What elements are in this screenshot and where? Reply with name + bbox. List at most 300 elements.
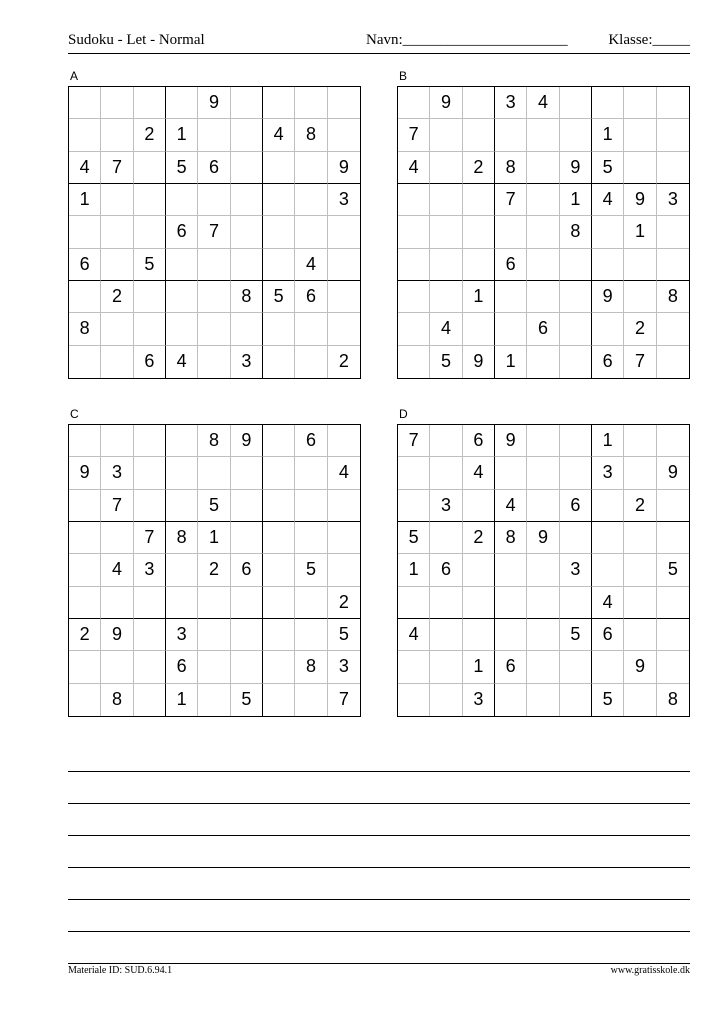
sudoku-cell[interactable] xyxy=(101,184,133,216)
sudoku-cell[interactable] xyxy=(495,684,527,716)
sudoku-cell[interactable]: 1 xyxy=(592,119,624,151)
sudoku-cell[interactable] xyxy=(495,216,527,248)
sudoku-cell[interactable]: 1 xyxy=(166,684,198,716)
sudoku-cell[interactable] xyxy=(592,490,624,522)
sudoku-cell[interactable] xyxy=(624,152,656,184)
sudoku-cell[interactable] xyxy=(295,87,327,119)
sudoku-cell[interactable] xyxy=(231,216,263,248)
sudoku-cell[interactable] xyxy=(198,313,230,345)
sudoku-cell[interactable]: 2 xyxy=(198,554,230,586)
sudoku-cell[interactable] xyxy=(328,281,360,313)
sudoku-cell[interactable]: 7 xyxy=(198,216,230,248)
sudoku-cell[interactable]: 6 xyxy=(231,554,263,586)
sudoku-cell[interactable]: 9 xyxy=(527,522,559,554)
sudoku-cell[interactable] xyxy=(263,684,295,716)
sudoku-cell[interactable] xyxy=(295,490,327,522)
sudoku-cell[interactable]: 5 xyxy=(198,490,230,522)
sudoku-cell[interactable] xyxy=(69,651,101,683)
sudoku-cell[interactable] xyxy=(398,281,430,313)
sudoku-cell[interactable] xyxy=(398,313,430,345)
sudoku-cell[interactable] xyxy=(657,152,689,184)
sudoku-cell[interactable]: 3 xyxy=(495,87,527,119)
sudoku-cell[interactable]: 5 xyxy=(430,346,462,378)
sudoku-cell[interactable]: 8 xyxy=(560,216,592,248)
sudoku-cell[interactable]: 5 xyxy=(166,152,198,184)
sudoku-cell[interactable] xyxy=(560,346,592,378)
sudoku-cell[interactable] xyxy=(657,119,689,151)
sudoku-cell[interactable] xyxy=(101,87,133,119)
sudoku-cell[interactable]: 9 xyxy=(657,457,689,489)
sudoku-cell[interactable] xyxy=(624,457,656,489)
sudoku-cell[interactable] xyxy=(198,684,230,716)
sudoku-cell[interactable] xyxy=(398,457,430,489)
sudoku-cell[interactable] xyxy=(398,216,430,248)
sudoku-cell[interactable] xyxy=(398,346,430,378)
sudoku-cell[interactable]: 6 xyxy=(134,346,166,378)
sudoku-cell[interactable] xyxy=(657,490,689,522)
sudoku-cell[interactable] xyxy=(263,457,295,489)
sudoku-cell[interactable]: 9 xyxy=(624,184,656,216)
sudoku-cell[interactable] xyxy=(495,119,527,151)
sudoku-cell[interactable] xyxy=(495,313,527,345)
sudoku-cell[interactable]: 4 xyxy=(295,249,327,281)
sudoku-cell[interactable]: 2 xyxy=(463,522,495,554)
sudoku-cell[interactable] xyxy=(69,587,101,619)
sudoku-cell[interactable]: 3 xyxy=(166,619,198,651)
sudoku-cell[interactable]: 7 xyxy=(495,184,527,216)
sudoku-cell[interactable]: 8 xyxy=(231,281,263,313)
sudoku-cell[interactable] xyxy=(101,425,133,457)
sudoku-cell[interactable]: 6 xyxy=(495,249,527,281)
sudoku-cell[interactable]: 8 xyxy=(101,684,133,716)
sudoku-cell[interactable] xyxy=(495,619,527,651)
sudoku-cell[interactable]: 7 xyxy=(101,490,133,522)
sudoku-cell[interactable] xyxy=(134,425,166,457)
sudoku-cell[interactable] xyxy=(134,281,166,313)
sudoku-cell[interactable]: 2 xyxy=(338,351,349,372)
sudoku-cell[interactable] xyxy=(263,490,295,522)
name-field[interactable]: Navn:______________________ xyxy=(366,32,568,48)
sudoku-cell[interactable]: 8 xyxy=(69,313,101,345)
sudoku-cell[interactable] xyxy=(560,425,592,457)
sudoku-cell[interactable] xyxy=(295,313,327,345)
sudoku-cell[interactable] xyxy=(198,457,230,489)
sudoku-cell[interactable]: 6 xyxy=(295,425,327,457)
sudoku-cell[interactable] xyxy=(560,651,592,683)
sudoku-cell[interactable] xyxy=(166,457,198,489)
sudoku-cell[interactable]: 1 xyxy=(69,184,101,216)
sudoku-cell[interactable] xyxy=(166,425,198,457)
sudoku-cell[interactable]: 5 xyxy=(592,684,624,716)
sudoku-cell[interactable]: 2 xyxy=(624,313,656,345)
sudoku-cell[interactable]: 2 xyxy=(101,281,133,313)
sudoku-cell[interactable]: 3 xyxy=(328,184,360,216)
sudoku-cell[interactable] xyxy=(231,587,263,619)
sudoku-cell[interactable]: 6 xyxy=(166,216,198,248)
sudoku-cell[interactable]: 8 xyxy=(657,281,689,313)
sudoku-cell[interactable] xyxy=(527,249,559,281)
sudoku-cell[interactable] xyxy=(592,522,624,554)
sudoku-cell[interactable]: 7 xyxy=(398,425,430,457)
sudoku-cell[interactable] xyxy=(198,119,230,151)
sudoku-cell[interactable] xyxy=(69,216,101,248)
sudoku-cell[interactable] xyxy=(134,152,166,184)
sudoku-cell[interactable] xyxy=(134,184,166,216)
sudoku-cell[interactable] xyxy=(430,684,462,716)
sudoku-cell[interactable]: 9 xyxy=(198,87,230,119)
sudoku-cell[interactable]: 3 xyxy=(134,554,166,586)
sudoku-cell[interactable]: 6 xyxy=(166,651,198,683)
sudoku-cell[interactable] xyxy=(263,87,295,119)
sudoku-cell[interactable] xyxy=(657,619,689,651)
sudoku-cell[interactable]: 1 xyxy=(463,651,495,683)
sudoku-cell[interactable] xyxy=(166,554,198,586)
sudoku-cell[interactable]: 9 xyxy=(231,425,263,457)
sudoku-cell[interactable] xyxy=(430,587,462,619)
sudoku-cell[interactable] xyxy=(134,87,166,119)
sudoku-cell[interactable] xyxy=(527,684,559,716)
sudoku-cell[interactable] xyxy=(624,522,656,554)
sudoku-cell[interactable] xyxy=(295,184,327,216)
sudoku-cell[interactable] xyxy=(263,346,295,378)
sudoku-cell[interactable] xyxy=(198,651,230,683)
sudoku-cell[interactable]: 6 xyxy=(560,490,592,522)
sudoku-cell[interactable] xyxy=(463,216,495,248)
sudoku-cell[interactable] xyxy=(101,587,133,619)
sudoku-cell[interactable] xyxy=(134,619,166,651)
sudoku-cell[interactable] xyxy=(231,184,263,216)
sudoku-cell[interactable] xyxy=(527,216,559,248)
sudoku-cell[interactable] xyxy=(430,522,462,554)
sudoku-cell[interactable]: 2 xyxy=(134,119,166,151)
sudoku-cell[interactable] xyxy=(69,87,101,119)
sudoku-cell[interactable] xyxy=(398,490,430,522)
sudoku-cell[interactable] xyxy=(101,119,133,151)
sudoku-cell[interactable] xyxy=(527,152,559,184)
sudoku-cell[interactable]: 9 xyxy=(463,346,495,378)
sudoku-cell[interactable] xyxy=(430,619,462,651)
sudoku-cell[interactable] xyxy=(328,87,360,119)
sudoku-cell[interactable] xyxy=(328,216,360,248)
sudoku-cell[interactable]: 8 xyxy=(295,651,327,683)
sudoku-cell[interactable] xyxy=(398,184,430,216)
sudoku-cell[interactable] xyxy=(527,554,559,586)
sudoku-cell[interactable] xyxy=(592,216,624,248)
sudoku-cell[interactable] xyxy=(328,119,360,151)
sudoku-cell[interactable]: 9 xyxy=(560,152,592,184)
sudoku-cell[interactable]: 9 xyxy=(495,425,527,457)
sudoku-cell[interactable] xyxy=(657,216,689,248)
sudoku-cell[interactable] xyxy=(101,249,133,281)
sudoku-cell[interactable] xyxy=(231,152,263,184)
sudoku-cell[interactable]: 5 xyxy=(328,619,360,651)
sudoku-cell[interactable] xyxy=(134,457,166,489)
sudoku-cell[interactable]: 2 xyxy=(328,587,360,619)
sudoku-cell[interactable] xyxy=(430,651,462,683)
sudoku-cell[interactable]: 8 xyxy=(198,425,230,457)
sudoku-cell[interactable]: 9 xyxy=(328,152,360,184)
sudoku-cell[interactable]: 7 xyxy=(624,346,656,378)
sudoku-cell[interactable] xyxy=(263,216,295,248)
sudoku-cell[interactable] xyxy=(624,249,656,281)
sudoku-cell[interactable]: 4 xyxy=(430,313,462,345)
sudoku-cell[interactable]: 1 xyxy=(624,216,656,248)
sudoku-cell[interactable] xyxy=(101,216,133,248)
sudoku-cell[interactable] xyxy=(69,119,101,151)
sudoku-cell[interactable] xyxy=(592,313,624,345)
sudoku-cell[interactable] xyxy=(231,87,263,119)
sudoku-cell[interactable] xyxy=(101,313,133,345)
sudoku-cell[interactable] xyxy=(263,619,295,651)
sudoku-cell[interactable]: 4 xyxy=(527,87,559,119)
sudoku-cell[interactable]: 8 xyxy=(667,689,678,710)
sudoku-cell[interactable] xyxy=(166,313,198,345)
sudoku-cell[interactable]: 1 xyxy=(592,425,624,457)
sudoku-cell[interactable] xyxy=(624,119,656,151)
sudoku-cell[interactable] xyxy=(560,313,592,345)
sudoku-cell[interactable]: 1 xyxy=(560,184,592,216)
sudoku-cell[interactable] xyxy=(560,684,592,716)
sudoku-cell[interactable] xyxy=(430,184,462,216)
sudoku-cell[interactable] xyxy=(166,490,198,522)
sudoku-cell[interactable] xyxy=(527,619,559,651)
sudoku-cell[interactable] xyxy=(231,651,263,683)
sudoku-cell[interactable]: 3 xyxy=(231,346,263,378)
sudoku-cell[interactable]: 9 xyxy=(624,651,656,683)
sudoku-cell[interactable]: 4 xyxy=(398,152,430,184)
sudoku-cell[interactable] xyxy=(398,249,430,281)
sudoku-cell[interactable]: 4 xyxy=(463,457,495,489)
sudoku-cell[interactable] xyxy=(527,457,559,489)
sudoku-cell[interactable]: 1 xyxy=(463,281,495,313)
sudoku-cell[interactable]: 2 xyxy=(624,490,656,522)
sudoku-cell[interactable] xyxy=(527,346,559,378)
sudoku-cell[interactable] xyxy=(657,522,689,554)
sudoku-cell[interactable] xyxy=(198,346,230,378)
sudoku-cell[interactable] xyxy=(101,651,133,683)
sudoku-cell[interactable] xyxy=(295,522,327,554)
sudoku-cell[interactable] xyxy=(198,587,230,619)
sudoku-cell[interactable] xyxy=(198,619,230,651)
sudoku-cell[interactable] xyxy=(463,490,495,522)
sudoku-cell[interactable] xyxy=(263,651,295,683)
sudoku-cell[interactable] xyxy=(328,522,360,554)
sudoku-cell[interactable] xyxy=(430,457,462,489)
sudoku-cell[interactable] xyxy=(166,87,198,119)
sudoku-cell[interactable]: 6 xyxy=(592,619,624,651)
sudoku-cell[interactable] xyxy=(231,522,263,554)
sudoku-cell[interactable] xyxy=(657,249,689,281)
sudoku-cell[interactable] xyxy=(657,425,689,457)
sudoku-cell[interactable] xyxy=(134,313,166,345)
sudoku-cell[interactable]: 2 xyxy=(463,152,495,184)
sudoku-cell[interactable] xyxy=(463,87,495,119)
sudoku-cell[interactable]: 6 xyxy=(495,651,527,683)
sudoku-cell[interactable] xyxy=(463,587,495,619)
sudoku-cell[interactable]: 1 xyxy=(198,522,230,554)
sudoku-cell[interactable]: 9 xyxy=(101,619,133,651)
sudoku-cell[interactable] xyxy=(592,554,624,586)
sudoku-cell[interactable]: 6 xyxy=(198,152,230,184)
sudoku-cell[interactable]: 5 xyxy=(231,684,263,716)
sudoku-cell[interactable]: 6 xyxy=(69,249,101,281)
sudoku-cell[interactable]: 5 xyxy=(263,281,295,313)
sudoku-cell[interactable] xyxy=(560,119,592,151)
sudoku-cell[interactable]: 3 xyxy=(463,684,495,716)
sudoku-cell[interactable] xyxy=(430,152,462,184)
sudoku-cell[interactable] xyxy=(430,119,462,151)
sudoku-cell[interactable]: 3 xyxy=(430,490,462,522)
sudoku-cell[interactable] xyxy=(430,281,462,313)
sudoku-cell[interactable] xyxy=(624,619,656,651)
sudoku-cell[interactable] xyxy=(198,281,230,313)
sudoku-cell[interactable]: 7 xyxy=(101,152,133,184)
sudoku-cell[interactable]: 6 xyxy=(430,554,462,586)
sudoku-cell[interactable] xyxy=(101,346,133,378)
sudoku-cell[interactable] xyxy=(657,651,689,683)
website-link[interactable]: www.gratisskole.dk xyxy=(610,965,690,976)
sudoku-cell[interactable]: 4 xyxy=(166,346,198,378)
sudoku-cell[interactable] xyxy=(166,587,198,619)
sudoku-cell[interactable] xyxy=(101,522,133,554)
sudoku-cell[interactable] xyxy=(398,684,430,716)
sudoku-cell[interactable] xyxy=(463,554,495,586)
sudoku-cell[interactable] xyxy=(624,425,656,457)
sudoku-cell[interactable] xyxy=(231,619,263,651)
sudoku-cell[interactable]: 7 xyxy=(338,689,349,710)
sudoku-cell[interactable] xyxy=(527,490,559,522)
sudoku-cell[interactable] xyxy=(166,184,198,216)
sudoku-cell[interactable]: 1 xyxy=(166,119,198,151)
sudoku-cell[interactable] xyxy=(198,249,230,281)
sudoku-cell[interactable] xyxy=(263,249,295,281)
sudoku-cell[interactable] xyxy=(592,87,624,119)
sudoku-cell[interactable]: 9 xyxy=(592,281,624,313)
sudoku-cell[interactable]: 5 xyxy=(398,522,430,554)
sudoku-cell[interactable] xyxy=(657,346,689,378)
sudoku-cell[interactable] xyxy=(463,119,495,151)
sudoku-cell[interactable]: 4 xyxy=(263,119,295,151)
sudoku-cell[interactable] xyxy=(328,554,360,586)
sudoku-cell[interactable] xyxy=(657,87,689,119)
sudoku-cell[interactable] xyxy=(495,587,527,619)
sudoku-cell[interactable]: 1 xyxy=(398,554,430,586)
sudoku-cell[interactable]: 4 xyxy=(398,619,430,651)
sudoku-cell[interactable] xyxy=(295,152,327,184)
sudoku-cell[interactable] xyxy=(328,490,360,522)
sudoku-cell[interactable] xyxy=(134,651,166,683)
sudoku-cell[interactable] xyxy=(495,457,527,489)
sudoku-cell[interactable] xyxy=(624,281,656,313)
sudoku-cell[interactable] xyxy=(263,587,295,619)
sudoku-cell[interactable] xyxy=(527,119,559,151)
sudoku-cell[interactable] xyxy=(430,425,462,457)
sudoku-cell[interactable] xyxy=(560,87,592,119)
sudoku-cell[interactable] xyxy=(328,249,360,281)
sudoku-cell[interactable] xyxy=(624,587,656,619)
sudoku-cell[interactable] xyxy=(463,313,495,345)
sudoku-cell[interactable]: 8 xyxy=(166,522,198,554)
sudoku-cell[interactable]: 5 xyxy=(592,152,624,184)
sudoku-cell[interactable] xyxy=(231,313,263,345)
sudoku-cell[interactable] xyxy=(166,249,198,281)
sudoku-cell[interactable] xyxy=(134,216,166,248)
sudoku-cell[interactable] xyxy=(398,651,430,683)
sudoku-cell[interactable] xyxy=(263,554,295,586)
sudoku-cell[interactable] xyxy=(527,425,559,457)
sudoku-cell[interactable] xyxy=(624,87,656,119)
sudoku-cell[interactable]: 9 xyxy=(69,457,101,489)
sudoku-cell[interactable]: 6 xyxy=(295,281,327,313)
sudoku-cell[interactable] xyxy=(295,346,327,378)
sudoku-cell[interactable] xyxy=(560,457,592,489)
sudoku-cell[interactable] xyxy=(263,152,295,184)
sudoku-cell[interactable]: 4 xyxy=(101,554,133,586)
sudoku-cell[interactable] xyxy=(263,184,295,216)
sudoku-cell[interactable] xyxy=(398,87,430,119)
sudoku-cell[interactable] xyxy=(527,281,559,313)
sudoku-cell[interactable]: 4 xyxy=(592,184,624,216)
sudoku-cell[interactable] xyxy=(398,587,430,619)
sudoku-cell[interactable] xyxy=(328,425,360,457)
sudoku-cell[interactable] xyxy=(166,281,198,313)
sudoku-cell[interactable] xyxy=(657,587,689,619)
sudoku-cell[interactable] xyxy=(560,249,592,281)
sudoku-cell[interactable]: 6 xyxy=(463,425,495,457)
sudoku-cell[interactable]: 2 xyxy=(69,619,101,651)
sudoku-cell[interactable]: 7 xyxy=(134,522,166,554)
sudoku-cell[interactable]: 3 xyxy=(657,184,689,216)
sudoku-cell[interactable] xyxy=(69,425,101,457)
sudoku-cell[interactable]: 7 xyxy=(398,119,430,151)
sudoku-cell[interactable]: 5 xyxy=(134,249,166,281)
sudoku-cell[interactable] xyxy=(295,684,327,716)
sudoku-cell[interactable] xyxy=(231,119,263,151)
sudoku-cell[interactable] xyxy=(495,281,527,313)
sudoku-cell[interactable] xyxy=(231,490,263,522)
sudoku-cell[interactable]: 4 xyxy=(328,457,360,489)
sudoku-cell[interactable]: 9 xyxy=(430,87,462,119)
sudoku-cell[interactable]: 4 xyxy=(69,152,101,184)
sudoku-cell[interactable]: 6 xyxy=(527,313,559,345)
sudoku-cell[interactable] xyxy=(624,684,656,716)
sudoku-cell[interactable] xyxy=(463,619,495,651)
sudoku-cell[interactable] xyxy=(69,490,101,522)
sudoku-cell[interactable]: 4 xyxy=(592,587,624,619)
sudoku-cell[interactable] xyxy=(560,281,592,313)
sudoku-cell[interactable] xyxy=(263,425,295,457)
sudoku-cell[interactable]: 4 xyxy=(495,490,527,522)
sudoku-cell[interactable]: 8 xyxy=(295,119,327,151)
sudoku-cell[interactable] xyxy=(463,249,495,281)
sudoku-cell[interactable] xyxy=(495,554,527,586)
sudoku-cell[interactable]: 8 xyxy=(495,522,527,554)
sudoku-cell[interactable] xyxy=(295,216,327,248)
sudoku-cell[interactable] xyxy=(69,684,101,716)
sudoku-cell[interactable] xyxy=(527,651,559,683)
sudoku-cell[interactable] xyxy=(560,587,592,619)
sudoku-cell[interactable] xyxy=(231,249,263,281)
sudoku-cell[interactable] xyxy=(560,522,592,554)
sudoku-cell[interactable] xyxy=(69,522,101,554)
sudoku-cell[interactable] xyxy=(231,457,263,489)
sudoku-cell[interactable]: 3 xyxy=(328,651,360,683)
sudoku-cell[interactable] xyxy=(263,313,295,345)
sudoku-cell[interactable] xyxy=(69,281,101,313)
sudoku-cell[interactable] xyxy=(69,346,101,378)
sudoku-cell[interactable] xyxy=(527,587,559,619)
sudoku-cell[interactable] xyxy=(430,249,462,281)
